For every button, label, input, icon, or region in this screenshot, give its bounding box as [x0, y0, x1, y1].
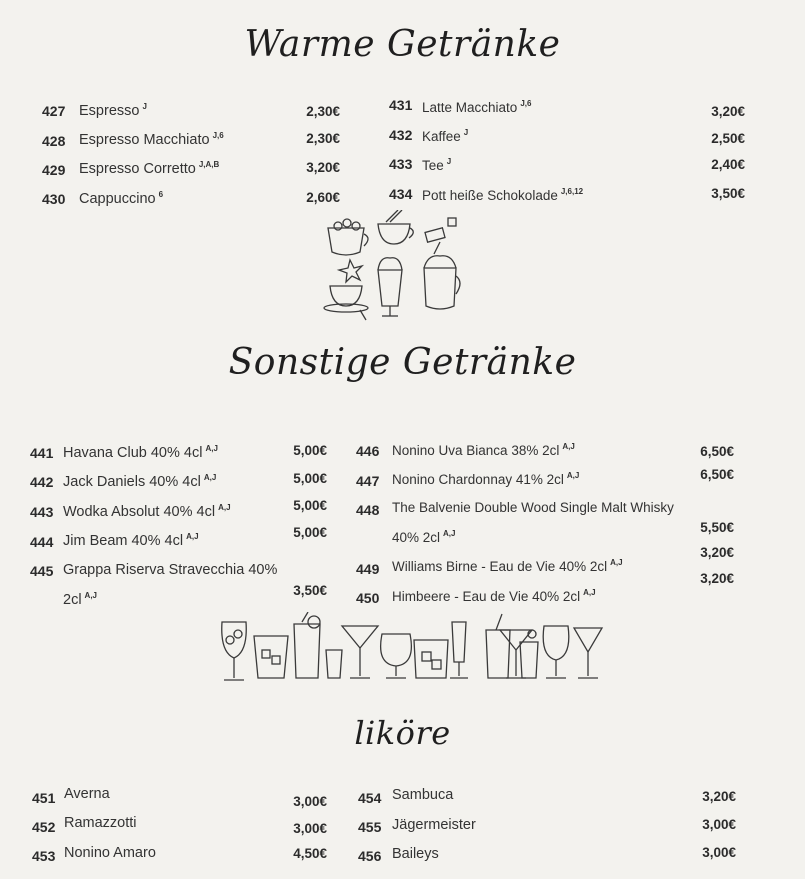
item-name: Ramazzotti	[64, 815, 137, 831]
item-name-continued: 2cl $^{A,J}$	[63, 591, 97, 608]
item-price: 4,50€	[293, 846, 327, 861]
item-price: 5,50€	[700, 520, 734, 535]
section-title-likoere: liköre	[354, 714, 451, 752]
item-price: 2,50€	[711, 131, 745, 146]
item-name: Williams Birne - Eau de Vie 40% 2cl $^{A,J}$	[392, 558, 623, 574]
item-name-continued: 40% 2cl $^{A,J}$	[392, 529, 456, 545]
item-price: 2,60€	[306, 190, 340, 205]
item-number: 447	[356, 473, 380, 489]
item-number: 433	[389, 156, 413, 172]
item-price: 3,20€	[700, 545, 734, 560]
item-name: Jack Daniels 40% 4cl $^{A,J}$	[63, 473, 217, 490]
item-number: 449	[356, 561, 380, 577]
item-price: 3,50€	[711, 186, 745, 201]
item-name: Cappuccino $^6$	[79, 190, 164, 207]
item-number: 431	[389, 97, 413, 113]
item-number: 450	[356, 590, 380, 606]
item-name: Nonino Chardonnay 41% 2cl $^{A,J}$	[392, 471, 580, 487]
item-number: 455	[358, 819, 382, 835]
section-title-warme: Warme Getränke	[244, 24, 561, 65]
item-number: 434	[389, 186, 413, 202]
item-name: Sambuca	[392, 787, 454, 803]
item-name: Himbeere - Eau de Vie 40% 2cl $^{A,J}$	[392, 588, 596, 604]
item-price: 3,00€	[702, 817, 736, 832]
item-number: 429	[42, 162, 66, 178]
item-name: Havana Club 40% 4cl $^{A,J}$	[63, 444, 218, 461]
item-name: Grappa Riserva Stravecchia 40%	[63, 562, 278, 578]
item-number: 456	[358, 848, 382, 864]
item-price: 2,30€	[306, 131, 340, 146]
item-price: 3,20€	[306, 160, 340, 175]
item-number: 454	[358, 790, 382, 806]
item-name: Espresso $^J$	[79, 102, 147, 119]
item-name: Nonino Uva Bianca 38% 2cl $^{A,J}$	[392, 442, 575, 458]
item-number: 443	[30, 504, 54, 520]
item-number: 452	[32, 819, 56, 835]
item-number: 442	[30, 474, 54, 490]
item-number: 451	[32, 790, 56, 806]
item-number: 427	[42, 103, 66, 119]
item-number: 446	[356, 443, 380, 459]
item-price: 6,50€	[700, 467, 734, 482]
item-number: 428	[42, 133, 66, 149]
item-number: 432	[389, 127, 413, 143]
item-name: Kaffee $^J$	[422, 128, 469, 144]
item-price: 2,30€	[306, 104, 340, 119]
item-name: Espresso Macchiato $^{J,6}$	[79, 131, 224, 148]
item-number: 453	[32, 848, 56, 864]
item-number: 444	[30, 534, 54, 550]
item-name: Jim Beam 40% 4cl $^{A,J}$	[63, 532, 199, 549]
item-name: Averna	[64, 786, 110, 802]
item-number: 445	[30, 563, 54, 579]
item-price: 2,40€	[711, 157, 745, 172]
item-price: 3,00€	[293, 821, 327, 836]
item-name: Baileys	[392, 846, 439, 862]
item-name: Espresso Corretto $^{J,A,B}$	[79, 160, 220, 177]
item-name: Tee $^J$	[422, 157, 452, 173]
item-price: 3,00€	[293, 794, 327, 809]
section-title-sonstige: Sonstige Getränke	[228, 342, 577, 383]
item-price: 5,00€	[293, 471, 327, 486]
item-number: 441	[30, 445, 54, 461]
item-price: 5,00€	[293, 498, 327, 513]
item-name: Jägermeister	[392, 817, 476, 833]
item-name: Nonino Amaro	[64, 845, 156, 861]
item-price: 6,50€	[700, 444, 734, 459]
item-price: 3,00€	[702, 845, 736, 860]
item-name: Wodka Absolut 40% 4cl $^{A,J}$	[63, 503, 231, 520]
item-name: Latte Macchiato $^{J,6}$	[422, 99, 532, 115]
item-price: 3,20€	[702, 789, 736, 804]
item-price: 3,20€	[711, 104, 745, 119]
item-price: 3,50€	[293, 583, 327, 598]
hot-drinks-illustration	[322, 210, 472, 328]
item-price: 5,00€	[293, 443, 327, 458]
cocktail-glasses-illustration	[216, 612, 606, 684]
item-name: Pott heiße Schokolade $^{J,6,12}$	[422, 187, 584, 203]
item-price: 3,20€	[700, 571, 734, 586]
item-number: 430	[42, 191, 66, 207]
item-number: 448	[356, 502, 380, 518]
item-name: The Balvenie Double Wood Single Malt Whisky	[392, 500, 674, 515]
item-price: 5,00€	[293, 525, 327, 540]
